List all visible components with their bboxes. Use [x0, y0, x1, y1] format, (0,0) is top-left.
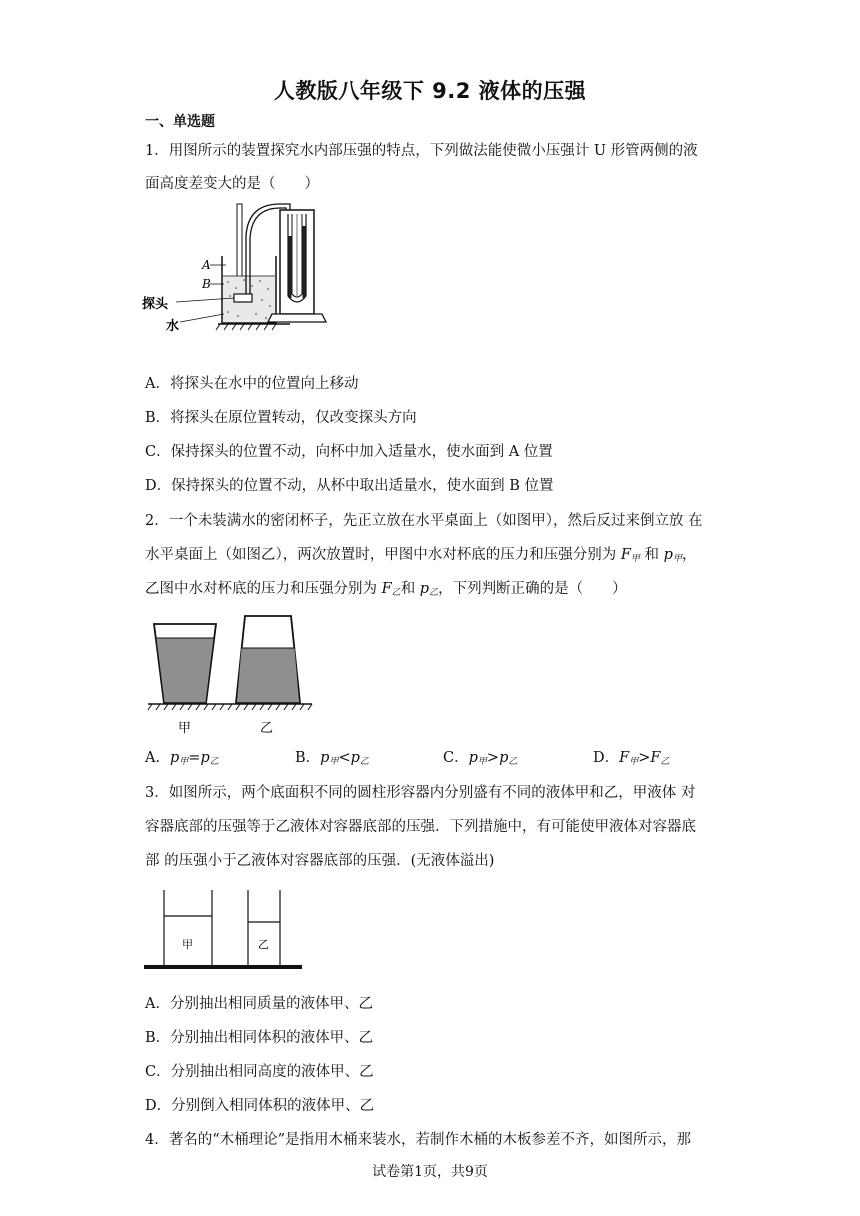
q1-fig-label-probe: 探头 — [142, 297, 169, 312]
page-footer: 试卷第1页，共9页 — [372, 1164, 488, 1180]
q2-stem-line1: 2．一个未装满水的密闭杯子，先正立放在水平桌面上（如图甲），然后反过来倒立放 在 — [145, 513, 703, 529]
q3-stem-line1: 3．如图所示，两个底面积不同的圆柱形容器内分别盛有不同的液体甲和乙，甲液体 对 — [145, 785, 696, 801]
q4-stem-line1: 4．著名的“木桶理论”是指用木桶来装水，若制作木桶的木板参差不齐，如图所示，那 — [145, 1132, 692, 1148]
q1-stem-line1: 1．用图所示的装置探究水内部压强的特点，下列做法能使微小压强计 U 形管两侧的液 — [145, 143, 698, 159]
q2-fig-label-yi: 乙 — [260, 721, 274, 736]
q2-option-c: C．$p_甲>p_乙$ — [443, 750, 518, 767]
q1-option-d: D．保持探头的位置不动，从杯中取出适量水，使水面到 B 位置 — [145, 478, 554, 494]
q2-option-b: B．$p_甲<p_乙$ — [295, 750, 369, 767]
q3-stem-line3: 部 的压强小于乙液体对容器底部的压强．(无液体溢出) — [145, 853, 495, 869]
q1-fig-label-water: 水 — [166, 319, 180, 334]
q3-option-b: B．分别抽出相同体积的液体甲、乙 — [145, 1030, 374, 1046]
q2-stem-line2: 水平桌面上（如图乙），两次放置时，甲图中水对杯底的压力和压强分别为 $F_甲$ 和 $p_甲$， — [145, 547, 697, 564]
q3-fig-label-yi: 乙 — [258, 938, 269, 951]
q3-figure-containers — [140, 886, 306, 976]
q2-fig-label-jia: 甲 — [178, 721, 192, 736]
q1-option-a: A．将探头在水中的位置向上移动 — [145, 376, 359, 392]
q3-fig-label-jia: 甲 — [182, 938, 193, 951]
q1-fig-label-b: B — [202, 277, 211, 291]
q1-stem-line2: 面高度差变大的是（ ） — [145, 176, 319, 192]
q3-stem-line2: 容器底部的压强等于乙液体对容器底部的压强．下列措施中，有可能使甲液体对容器底 — [145, 819, 696, 835]
q3-option-c: C．分别抽出相同高度的液体甲、乙 — [145, 1064, 374, 1080]
q2-option-a: A．$p_甲=p_乙$ — [145, 750, 219, 767]
q2-stem-line3: 乙图中水对杯底的压力和压强分别为 $F_乙$和 $p_乙$，下列判断正确的是（ ） — [145, 581, 627, 598]
q1-option-b: B．将探头在原位置转动，仅改变探头方向 — [145, 410, 417, 426]
q2-option-d: D．$F_甲>F_乙$ — [593, 750, 670, 767]
q2-figure-cups — [140, 608, 320, 740]
q1-option-c: C．保持探头的位置不动，向杯中加入适量水，使水面到 A 位置 — [145, 444, 553, 460]
q3-option-a: A．分别抽出相同质量的液体甲、乙 — [145, 996, 373, 1012]
q1-fig-label-a: A — [202, 258, 211, 272]
page-title: 人教版八年级下 9.2 液体的压强 — [273, 79, 587, 103]
q1-figure-pressure-gauge — [140, 196, 340, 338]
section-heading: 一、单选题 — [145, 114, 215, 130]
q3-option-d: D．分别倒入相同体积的液体甲、乙 — [145, 1098, 375, 1114]
